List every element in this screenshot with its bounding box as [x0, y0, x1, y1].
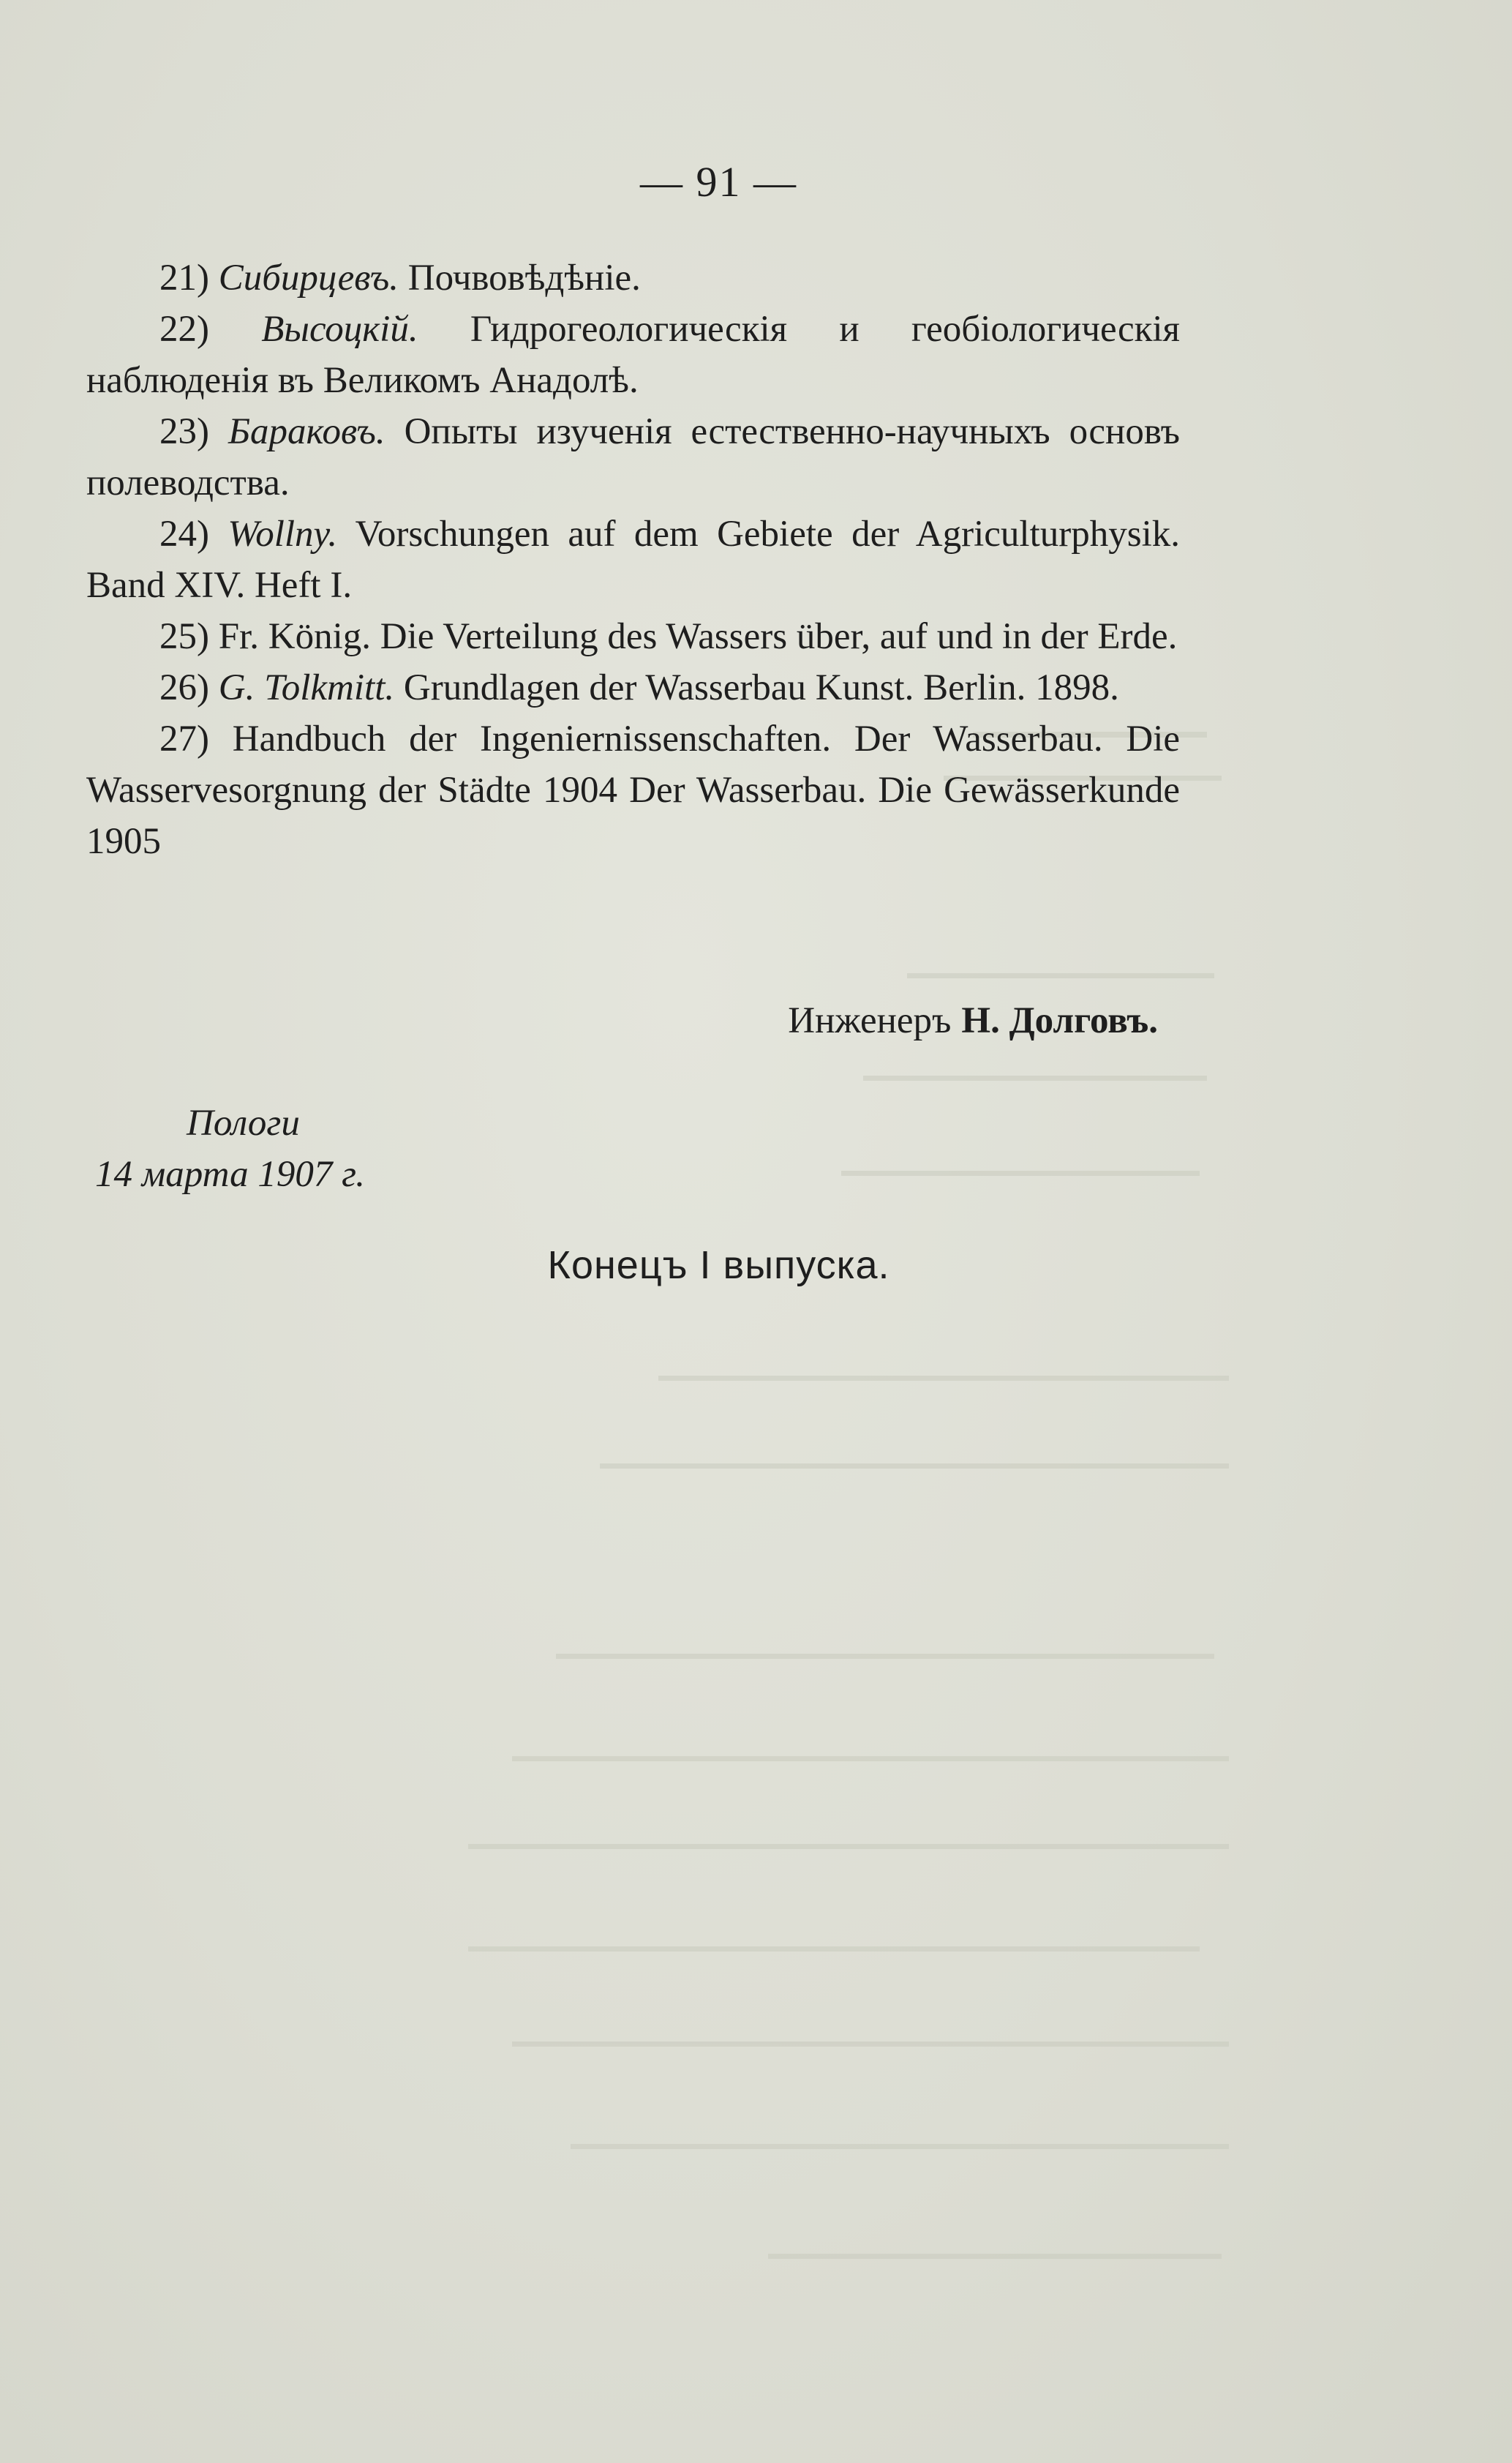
reference-text: Grundlagen der Wasserbau Kunst. Berlin. 1898.: [394, 667, 1119, 708]
reference-number: 27): [159, 719, 209, 760]
reference-number: 24): [159, 514, 209, 555]
reference-text: Fr. König. Die Verteilung des Wassers über, auf und in der Erde.: [218, 616, 1178, 657]
reference-number: 25): [159, 616, 209, 657]
reference-author: Wollny.: [227, 514, 338, 555]
end-note: Конецъ I выпуска.: [547, 1243, 890, 1287]
reference-text: Опыты изученія естественно-научныхъ основъ полеводства.: [86, 411, 1181, 503]
reference-entry-21: [86, 252, 1180, 304]
place-date: [95, 1098, 365, 1200]
reference-entry-23: [86, 406, 1180, 509]
reference-entry-27: [86, 713, 1180, 867]
reference-entry-25: [86, 611, 1180, 662]
reference-entry-26: [86, 662, 1180, 713]
reference-author: Высоцкій.: [261, 309, 418, 350]
reference-author: Сибирцевъ.: [218, 258, 399, 299]
signature: [86, 995, 1180, 1046]
date: 14 марта 1907 г.: [95, 1154, 366, 1195]
references-list: [86, 252, 1180, 867]
reference-text: Гидрогеологическія и геобіологическія наблюденія въ Великомъ Анадолѣ.: [86, 309, 1180, 401]
place: Пологи: [187, 1103, 300, 1144]
reference-author: Бараковъ.: [227, 411, 385, 452]
reference-text: Vorschungen auf dem Gebiete der Agriculturphysik. Band XIV. Heft I.: [86, 514, 1180, 606]
signature-name: Н. Долговъ.: [961, 1000, 1158, 1041]
reference-number: 22): [159, 309, 209, 350]
reference-number: 23): [159, 411, 209, 452]
reference-entry-22: [86, 304, 1180, 406]
reference-author: G. Tolkmitt.: [218, 667, 395, 708]
reference-number: 26): [159, 667, 209, 708]
reference-text: Handbuch der Ingeniernissenschaften. Der Wasserbau. Die Wasservesorgnung der Städte 1904 Der Wasserbau. Die Gewässerkunde 1905: [86, 719, 1181, 862]
reference-entry-24: [86, 509, 1180, 611]
reference-text: Почвовѣдѣніе.: [399, 258, 641, 299]
signature-title: Инженеръ: [788, 1000, 952, 1041]
reference-number: 21): [159, 258, 209, 299]
page-number: — 91 —: [640, 158, 797, 206]
